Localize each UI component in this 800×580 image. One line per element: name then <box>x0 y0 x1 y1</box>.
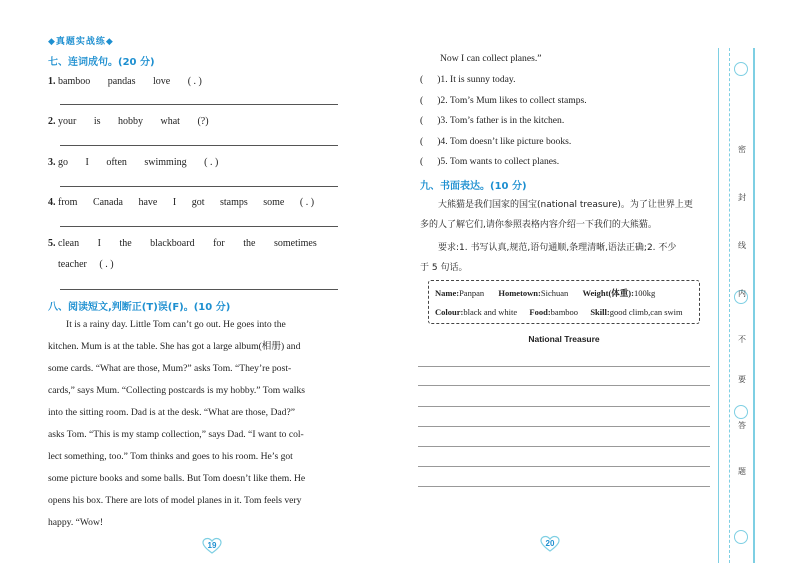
passage-line: some picture books and some balls. But Tom doesn’t like them. He <box>48 473 306 484</box>
passage-line: cards,” says Mum. “Collecting postcards is my hobby.” Tom walks <box>48 385 305 396</box>
writing-line[interactable] <box>418 385 710 386</box>
word: teacher <box>58 259 87 270</box>
question-5 <box>48 238 332 249</box>
passage-line: happy. “Wow! <box>48 517 104 528</box>
label: Hometown: <box>498 288 541 298</box>
value: black and white <box>463 307 518 317</box>
question-5-continued <box>58 259 129 270</box>
section7-title: 七、连词成句。(20 分) <box>48 57 155 68</box>
question-number: 5. <box>48 238 56 249</box>
seal-char: 密 <box>738 145 746 154</box>
seal-dot <box>734 405 748 419</box>
word: ( . ) <box>99 259 114 270</box>
word: I <box>85 157 89 168</box>
question-number: 3. <box>48 157 56 168</box>
label: Food: <box>529 307 551 317</box>
answer-line-3[interactable] <box>60 186 338 187</box>
writing-line[interactable] <box>418 406 710 407</box>
passage-continuation: Now I can collect planes.” <box>440 53 542 64</box>
word: what <box>160 116 180 127</box>
header-tag: ◆真题实战练◆ <box>48 37 114 47</box>
word: bamboo <box>58 76 91 87</box>
value: bamboo <box>550 307 579 317</box>
question-1 <box>48 76 217 87</box>
passage-line: asks Tom. “This is my stamp collection,” says Dad. “I want to col- <box>48 429 304 440</box>
word: for <box>213 238 225 249</box>
tf-close: ) <box>437 95 441 106</box>
info-row-2 <box>435 307 683 317</box>
seal-dot <box>734 530 748 544</box>
writing-requirement-2: 于 5 句话。 <box>420 263 468 273</box>
tf-statement: 3. Tom’s father is in the kitchen. <box>440 115 565 126</box>
tf-item-3 <box>420 115 564 126</box>
seal-char: 线 <box>738 241 746 250</box>
label: Skill: <box>590 307 610 317</box>
passage-line: opens his box. There are lots of model planes in it. Tom feels very <box>48 495 302 506</box>
writing-line[interactable] <box>418 366 710 367</box>
question-2 <box>48 116 224 127</box>
word: the <box>243 238 256 249</box>
seal-border-right <box>753 48 755 563</box>
answer-line-4[interactable] <box>60 226 338 227</box>
writing-intro-1: 大熊猫是我们国家的国宝(national treasure)。为了让世界上更 <box>438 200 693 210</box>
tf-open[interactable]: ( <box>420 136 424 147</box>
word: stamps <box>219 197 248 208</box>
seal-char: 答 <box>738 421 746 430</box>
label: Weight(体重): <box>582 288 634 298</box>
tf-item-5 <box>420 156 559 167</box>
word: I <box>97 238 101 249</box>
label: Colour: <box>435 307 464 317</box>
word: hobby <box>118 116 144 127</box>
value: Panpan <box>459 288 485 298</box>
word: (?) <box>197 116 209 127</box>
tf-item-2 <box>420 95 587 106</box>
word: I <box>172 197 177 208</box>
word: got <box>191 197 205 208</box>
passage-line: lect something, too.” Tom thinks and goes to his room. He’s got <box>48 451 293 462</box>
seal-char: 封 <box>738 193 746 202</box>
question-4 <box>48 197 329 208</box>
word: sometimes <box>273 238 317 249</box>
tf-close: ) <box>437 74 441 85</box>
tf-close: ) <box>437 156 441 167</box>
page-number-text: 20 <box>545 539 555 548</box>
question-number: 2. <box>48 116 56 127</box>
passage-line: some cards. “What are those, Mum?” asks Tom. “They’re post- <box>48 363 292 374</box>
tf-open[interactable]: ( <box>420 74 424 85</box>
writing-line[interactable] <box>418 446 710 447</box>
word: ( . ) <box>204 157 219 168</box>
tf-item-4 <box>420 136 571 147</box>
info-row-1 <box>435 287 655 299</box>
word: swimming <box>144 157 187 168</box>
tf-statement: 1. It is sunny today. <box>440 74 516 85</box>
writing-line[interactable] <box>418 486 710 487</box>
value: Sichuan <box>540 288 569 298</box>
page-number-text: 19 <box>207 541 217 550</box>
seal-border-outer <box>718 48 719 563</box>
tf-statement: 2. Tom’s Mum likes to collect stamps. <box>440 95 587 106</box>
word: from <box>58 197 78 208</box>
passage-line: It is a rainy day. Little Tom can’t go out. He goes into the <box>66 319 286 330</box>
value: 100kg <box>633 288 656 298</box>
word: go <box>58 157 68 168</box>
page-number-right <box>539 535 561 553</box>
seal-char: 要 <box>738 375 746 384</box>
writing-requirement-1: 要求:1. 书写认真,规范,语句通顺,条理清晰,语法正确;2. 不少 <box>438 243 677 253</box>
word: clean <box>58 238 80 249</box>
passage-line: kitchen. Mum is at the table. She has got a large album(相册) and <box>48 341 301 352</box>
word: pandas <box>107 76 136 87</box>
tf-item-1 <box>420 74 515 85</box>
question-number: 1. <box>48 76 56 87</box>
section9-title: 九、书面表达。(10 分) <box>420 181 527 192</box>
question-number: 4. <box>48 197 56 208</box>
tf-open[interactable]: ( <box>420 156 424 167</box>
writing-line[interactable] <box>418 466 710 467</box>
word: ( . ) <box>187 76 202 87</box>
panda-info-box <box>428 280 700 324</box>
question-3 <box>48 157 233 168</box>
word: Canada <box>92 197 123 208</box>
tf-statement: 4. Tom doesn’t like picture books. <box>440 136 572 147</box>
label: Name: <box>435 288 460 298</box>
tf-open[interactable]: ( <box>420 95 424 106</box>
writing-intro-2: 多的人了解它们,请你参照表格内容介绍一下我们的大熊猫。 <box>420 220 657 230</box>
seal-char: 内 <box>738 289 746 298</box>
section8-title: 八、阅读短文,判断正(T)误(F)。(10 分) <box>48 302 231 313</box>
value: good climb,can swim <box>609 307 683 317</box>
tf-close: ) <box>437 136 441 147</box>
word: your <box>58 116 77 127</box>
word: the <box>119 238 132 249</box>
answer-line-1[interactable] <box>60 104 338 105</box>
tf-statement: 5. Tom wants to collect planes. <box>440 156 560 167</box>
seal-char: 题 <box>738 467 746 476</box>
writing-title: National Treasure <box>528 334 600 344</box>
seal-char: 不 <box>738 335 746 344</box>
passage-line: into the sitting room. Dad is at the desk. “What are those, Dad?” <box>48 407 295 418</box>
writing-line[interactable] <box>418 426 710 427</box>
answer-line-2[interactable] <box>60 145 338 146</box>
tf-close: ) <box>437 115 441 126</box>
word: is <box>93 116 101 127</box>
seal-dot <box>734 62 748 76</box>
seal-line-dashed <box>729 48 730 563</box>
word: often <box>106 157 127 168</box>
word: love <box>153 76 171 87</box>
answer-line-5[interactable] <box>60 289 338 290</box>
tf-open[interactable]: ( <box>420 115 424 126</box>
word: ( . ) <box>299 197 315 208</box>
word: blackboard <box>150 238 195 249</box>
word: some <box>263 197 285 208</box>
reading-passage <box>48 314 338 534</box>
page-number-left <box>201 537 223 555</box>
word: have <box>138 197 158 208</box>
